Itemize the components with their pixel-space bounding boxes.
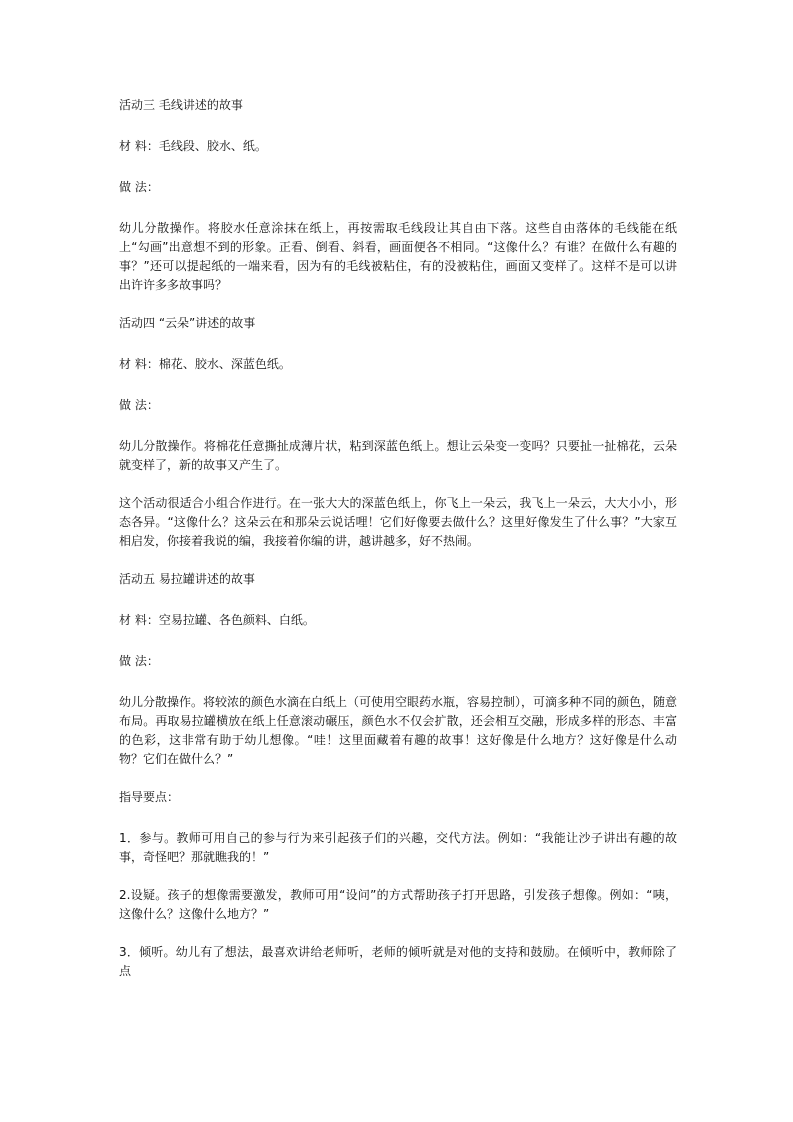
- activity-3-title: 活动三 毛线讲述的故事: [119, 98, 243, 112]
- activity-4-materials: 材 料：棉花、胶水、深蓝色纸。: [119, 357, 291, 371]
- activity-5-materials: 材 料：空易拉罐、各色颜料、白纸。: [119, 613, 315, 627]
- guidance-label: 指导要点：: [119, 790, 180, 804]
- activity-3-materials: 材 料：毛线段、胶水、纸。: [119, 139, 267, 153]
- activity-5-method-label: 做 法：: [119, 654, 159, 668]
- activity-5-method: 幼儿分散操作。将较浓的颜色水滴在白纸上（可使用空眼药水瓶，容易控制），可滴多种不同的颜色，随意布局。再取易拉罐横放在纸上任意滚动碾压，颜色水不仅会扩散，还会相互交融，形成多样的形态、丰富的色彩，这非常有助于幼儿想像。“哇！这里面藏着有趣的故事！这好像是什么地方？这好像是什么动物？它们在做什么？”: [119, 695, 678, 766]
- activity-4-method: 幼儿分散操作。将棉花任意撕扯成薄片状，粘到深蓝色纸上。想让云朵变一变吗？只要扯一扯棉花，云朵就变样了，新的故事又产生了。: [119, 439, 677, 472]
- guidance-point-1: 1．参与。教师可用自己的参与行为来引起孩子们的兴趣，交代方法。例如：“我能让沙子讲出有趣的故事，奇怪吧？那就瞧我的！”: [119, 831, 677, 864]
- activity-4-title: 活动四 “云朵”讲述的故事: [119, 316, 256, 330]
- activity-4-method-label: 做 法：: [119, 398, 159, 412]
- activity-3-method: 幼儿分散操作。将胶水任意涂抹在纸上，再按需取毛线段让其自由下落。这些自由落体的毛线能在纸上“勾画”出意想不到的形象。正看、倒看、斜看，画面便各不相同。“这像什么？有谁？在做什么有趣的事？”还可以提起纸的一端来看，因为有的毛线被粘住，有的没被粘住，画面又变样了。这样不是可以讲出许许多多故事吗？: [119, 221, 677, 292]
- activity-5-title: 活动五 易拉罐讲述的故事: [119, 572, 255, 586]
- document-body: [119, 96, 677, 1000]
- guidance-point-3: 3．倾听。幼儿有了想法，最喜欢讲给老师听，老师的倾听就是对他的支持和鼓励。在倾听中，教师除了点: [119, 945, 677, 978]
- guidance-point-2: 2.设疑。孩子的想像需要激发，教师可用“设问”的方式帮助孩子打开思路，引发孩子想像。例如：“咦，这像什么？这像什么地方？”: [119, 888, 677, 921]
- activity-3-method-label: 做 法：: [119, 180, 159, 194]
- activity-4-group-note: 这个活动很适合小组合作进行。在一张大大的深蓝色纸上，你飞上一朵云，我飞上一朵云，大大小小，形态各异。“这像什么？这朵云在和那朵云说话哩！它们好像要去做什么？这里好像发生了什么事？”大家互相启发，你接着我说的编，我接着你编的讲，越讲越多，好不热闹。: [119, 496, 677, 548]
